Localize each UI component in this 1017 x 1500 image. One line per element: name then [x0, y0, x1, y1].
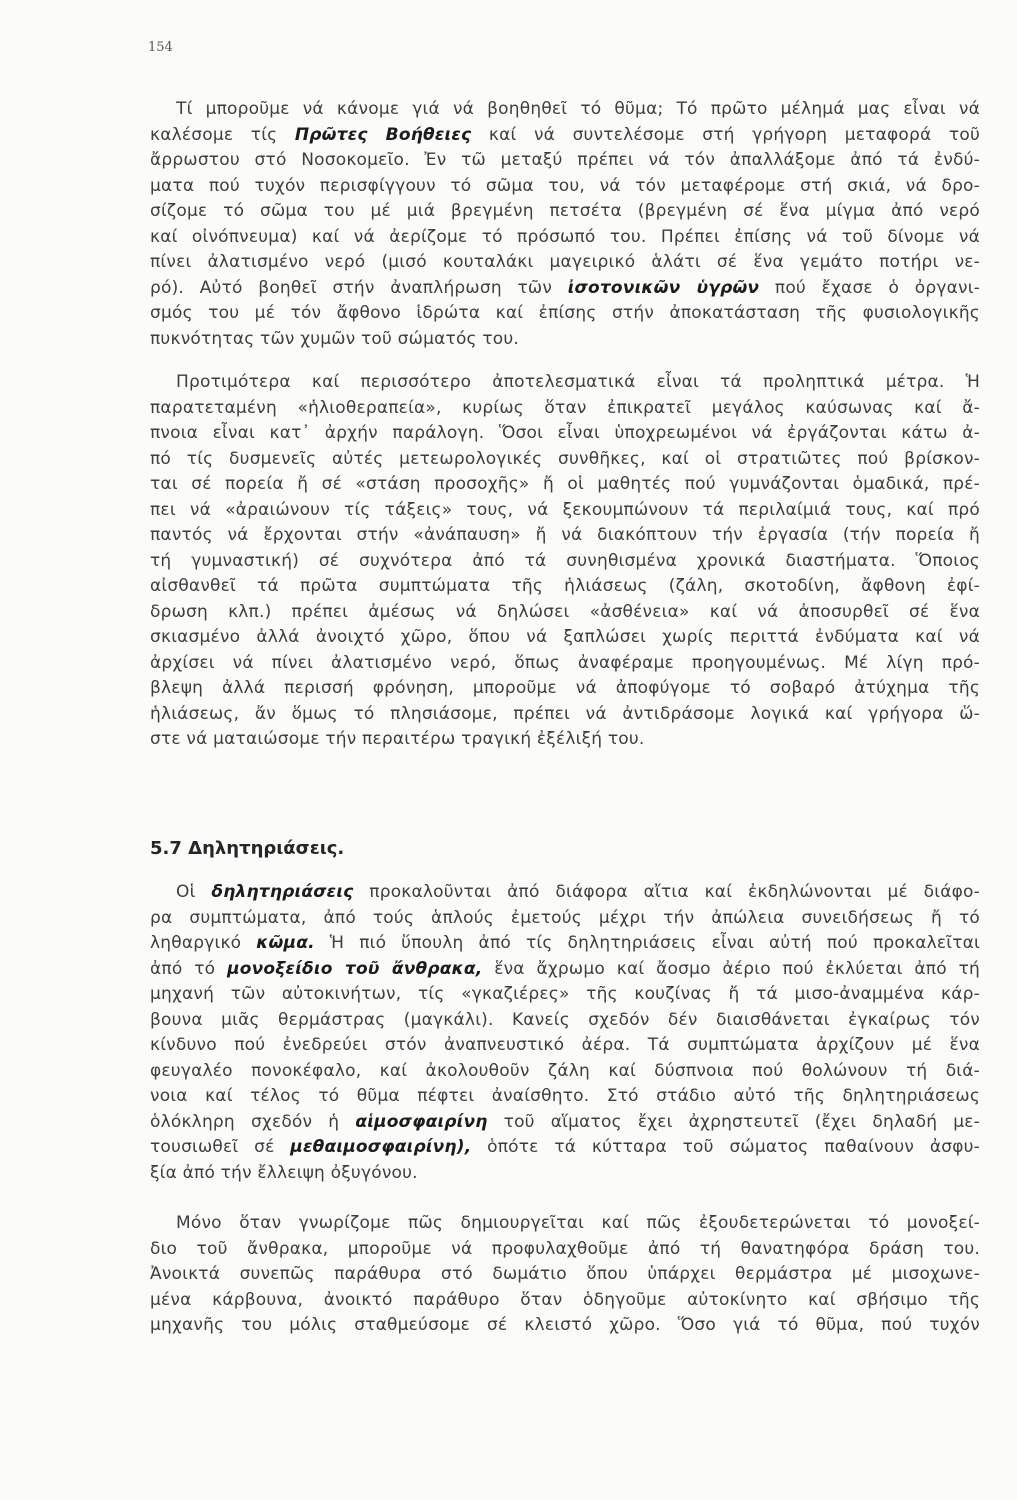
text-run: καλέσομε τίς: [150, 124, 295, 145]
text-line: ἄρρωστου στό Νοσοκομεῖο. Ἐν τῶ μεταξύ πρέπει νά τόν ἀπαλλάξομε ἀπό τά ἐνδύ-: [150, 150, 980, 170]
text-line: πει νά «ἀραιώνουν τίς τάξεις» τους, νά ξεκουμπώνουν τά περιλαίμιά τους, καί πρό: [150, 499, 980, 520]
text-line: σίζομε τό σῶμα του μέ μιά βρεγμένη πετσέτα (βρεγμένη σέ ἕνα μίγμα ἀπό νερό: [150, 201, 980, 221]
text-line: δρωση κλπ.) πρέπει ἀμέσως νά δηλώσει «ἀσθένεια» καί νά ἀποσυρθεῖ σέ ἕνα: [150, 601, 980, 622]
text-line: καί οἰνόπνευμα) καί νά ἀερίζομε τό πρόσωπό του. Πρέπει ἐπίσης νά τοῦ δίνομε νά: [150, 226, 980, 247]
text-line: Προτιμότερα καί περισσότερο ἀποτελεσματικά εἶναι τά προληπτικά μέτρα. Ἡ: [176, 372, 980, 392]
emphasized-term: μονοξείδιο τοῦ ἄνθρακα,: [227, 958, 483, 979]
text-line: μένα κάρβουνα, ἀνοικτό παράθυρο ὅταν ὁδηγοῦμε αὐτοκίνητο καί σβήσιμο τῆς: [150, 1289, 980, 1310]
text-line: ρα συμπτώματα, ἀπό τούς ἁπλούς ἐμετούς μέχρι τήν ἀπώλεια συνειδήσεως ἤ τό: [150, 907, 980, 928]
text-line: διο τοῦ ἄνθρακα, μποροῦμε νά προφυλαχθοῦμε ἀπό τή θανατηφόρα δράση του.: [150, 1238, 980, 1259]
text-run: Ἡ πιό ὕπουλη ἀπό τίς δηλητηριάσεις εἶναι αὐτή πού προκαλεῖται: [314, 933, 980, 953]
text-run: τοῦ αἵματος ἔχει ἀχρηστευτεῖ (ἔχει δηλαδή με-: [487, 1111, 980, 1132]
text-run: ρό). Αὐτό βοηθεῖ στήν ἀναπλήρωση τῶν: [150, 277, 568, 298]
text-run: τουσιωθεῖ σέ: [150, 1137, 291, 1157]
text-line: [150, 957, 980, 983]
paragraph: [150, 97, 980, 352]
text-run: ἀπό τό: [150, 958, 228, 979]
text-line: πό τίς δυσμενεῖς αὐτές μετεωρολογικές συνθῆκες, καί οἱ στρατιῶτες πού βρίσκον-: [150, 448, 980, 469]
text-line: μηχανῆς του μόλις σταθμεύσομε σέ κλειστό χῶρο. Ὅσο γιά τό θῦμα, πού τυχόν: [150, 1315, 980, 1335]
emphasized-term: δηλητηριάσεις: [211, 882, 354, 902]
text-line: Ἀνοικτά συνεπῶς παράθυρα στό δωμάτιο ὅπου ὑπάρχει θερμάστρα μέ μισοχωνε-: [150, 1264, 980, 1284]
text-line: ματα πού τυχόν περισφίγγουν τό σῶμα του, νά τόν μεταφέρομε στή σκιά, νά δρο-: [150, 175, 980, 196]
text-line: ξία ἀπό τήν ἔλλειψη ὀξυγόνου.: [150, 1162, 418, 1183]
paragraph: [150, 370, 980, 753]
text-line: πίνει ἀλατισμένο νερό (μισό κουταλάκι μαγειρικό ἁλάτι σέ ἕνα γεμάτο ποτήρι νε-: [150, 252, 980, 272]
text-line: πνοια εἶναι κατ᾽ ἀρχήν παράλογη. Ὅσοι εἶναι ὑποχρεωμένοι νά ἐργάζονται κάτω ἀ-: [150, 423, 980, 443]
text-line: [150, 1135, 980, 1161]
text-line: Μόνο ὅταν γνωρίζομε πῶς δημιουργεῖται καί πῶς ἐξουδετερώνεται τό μονοξεί-: [176, 1213, 980, 1233]
text-line: σμός του μέ τόν ἄφθονο ἱδρώτα καί ἐπίσης στήν ἀποκατάσταση τῆς φυσιολογικῆς: [150, 303, 980, 323]
text-line: νοια καί τέλος τό θῦμα πέφτει ἀναίσθητο. Στό στάδιο αὐτό τῆς δηλητηριάσεως: [150, 1086, 980, 1106]
text-line: πυκνότητας τῶν χυμῶν τοῦ σώματός του.: [150, 328, 519, 349]
text-line: κίνδυνο πού ἐνεδρεύει στόν ἀναπνευστικό ἀέρα. Τά συμπτώματα ἀρχίζουν μέ ἕνα: [150, 1035, 980, 1055]
text-run: Οἱ: [176, 882, 212, 902]
text-line: φευγαλέο πονοκέφαλο, καί ἀκολουθοῦν ζάλη καί δύσπνοια πού θολώνουν τή διά-: [150, 1060, 980, 1081]
text-run: πού ἔχασε ὁ ὀργανι-: [759, 277, 980, 298]
emphasized-term: ἰσοτονικῶν ὑγρῶν: [567, 277, 760, 298]
text-line: ἡλιάσεως, ἄν ὅμως τό πλησιάσομε, πρέπει νά ἀντιδράσομε λογικά καί γρήγορα ὥ-: [150, 703, 980, 724]
text-line: τή γυμναστική) σέ συχνότερα ἀπό τά συνηθισμένα χρονικά διαστήματα. Ὅποιος: [150, 550, 980, 571]
text-line: ἀρχίσει νά πίνει ἀλατισμένο νερό, ὅπως ἀναφέραμε προηγουμένως. Μέ λίγη πρό-: [150, 652, 980, 673]
text-line: στε νά ματαιώσομε τήν περαιτέρω τραγική ἐξέλιξή του.: [150, 729, 645, 749]
emphasized-term: αἱμοσφαιρίνη: [355, 1111, 488, 1132]
text-run: ὁπότε τά κύτταρα τοῦ σώματος παθαίνουν ἀσφυ-: [471, 1137, 980, 1157]
text-line: βλεψη ἀλλά περισσή φρόνηση, μποροῦμε νά ἀποφύγομε τό σοβαρό ἀτύχημα τῆς: [150, 678, 980, 698]
text-line: [150, 931, 980, 957]
paragraph: [150, 880, 980, 1186]
text-line: [150, 123, 980, 149]
text-line: [150, 1110, 980, 1136]
text-line: [150, 880, 980, 906]
text-run: ληθαργικό: [150, 933, 257, 953]
text-line: [150, 276, 980, 302]
text-run: ἕνα ἄχρωμο καί ἄοσμο ἀέριο πού ἐκλύεται ἀπό τή: [482, 958, 980, 979]
text-line: Τί μποροῦμε νά κάνομε γιά νά βοηθηθεῖ τό θῦμα; Τό πρῶτο μέλημά μας εἶναι νά: [176, 99, 980, 119]
emphasized-term: Πρῶτες Βοήθειες: [294, 124, 472, 145]
text-line: βουνα μιᾶς θερμάστρας (μαγκάλι). Κανείς σχεδόν δέν διαισθάνεται ἐγκαίρως τόν: [150, 1009, 980, 1030]
text-line: μηχανή τῶν αὐτοκινήτων, τίς «γκαζιέρες» τῆς κουζίνας ἤ τά μισο-ἀναμμένα κάρ-: [150, 984, 980, 1004]
emphasized-term: κῶμα.: [256, 933, 315, 953]
text-line: αἰσθανθεῖ τά πρῶτα συμπτώματα τῆς ἡλιάσεως (ζάλη, σκοτοδίνη, ἄφθονη ἐφί-: [150, 576, 980, 596]
page-number: 154: [148, 40, 173, 55]
emphasized-term: μεθαιμοσφαιρίνη),: [290, 1137, 472, 1157]
paragraph: [150, 1211, 980, 1339]
section-heading: 5.7 Δηλητηριάσεις.: [150, 838, 345, 859]
text-line: παντός νά ἔρχονται στήν «ἀνάπαυση» ἤ νά διακόπτουν τήν ἐργασία (τήν πορεία ἤ: [150, 525, 980, 545]
text-run: ὁλόκληρη σχεδόν ἡ: [150, 1111, 356, 1132]
text-run: προκαλοῦνται ἀπό διάφορα αἴτια καί ἐκδηλώνονται μέ διάφο-: [353, 882, 980, 902]
text-line: παρατεταμένη «ἡλιοθεραπεία», κυρίως ὅταν ἐπικρατεῖ μεγάλος καύσωνας καί ἄ-: [150, 397, 980, 418]
text-run: καί νά συντελέσομε στή γρήγορη μεταφορά τοῦ: [471, 124, 980, 145]
text-line: σκιασμένο ἀλλά ἀνοιχτό χῶρο, ὅπου νά ξαπλώσει χωρίς περιττά ἐνδύματα καί νά: [150, 627, 980, 647]
text-line: ται σέ πορεία ἤ σέ «στάση προσοχῆς» ἤ οἱ μαθητές πού γυμνάζονται ὁμαδικά, πρέ-: [150, 474, 980, 494]
